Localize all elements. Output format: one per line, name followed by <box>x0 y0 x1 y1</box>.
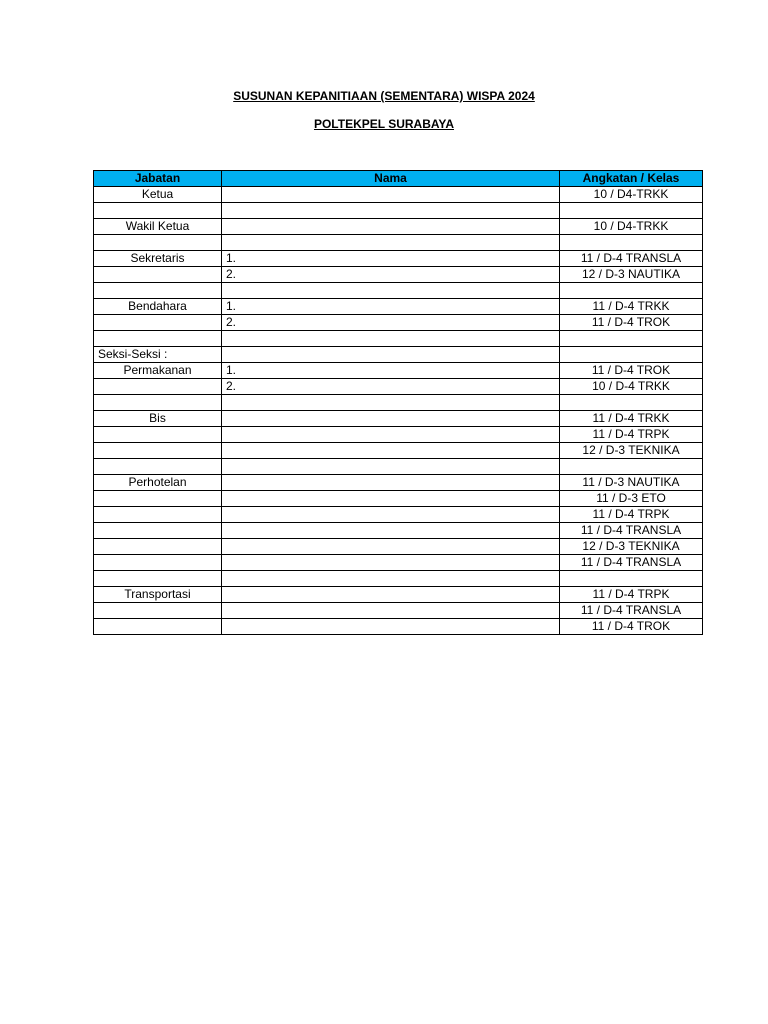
cell-angkatan <box>560 283 703 299</box>
cell-nama <box>222 219 560 235</box>
cell-angkatan <box>560 347 703 363</box>
cell-jabatan <box>94 459 222 475</box>
cell-jabatan: Bendahara <box>94 299 222 315</box>
cell-angkatan: 11 / D-4 TROK <box>560 619 703 635</box>
cell-jabatan <box>94 619 222 635</box>
table-row <box>94 251 703 267</box>
table-row <box>94 427 703 443</box>
cell-angkatan <box>560 459 703 475</box>
cell-angkatan: 11 / D-3 ETO <box>560 491 703 507</box>
table-row <box>94 603 703 619</box>
cell-jabatan <box>94 331 222 347</box>
cell-angkatan: 11 / D-4 TRANSLA <box>560 251 703 267</box>
cell-nama <box>222 459 560 475</box>
cell-angkatan: 11 / D-4 TRPK <box>560 587 703 603</box>
cell-angkatan: 11 / D-4 TRKK <box>560 411 703 427</box>
cell-angkatan: 12 / D-3 TEKNIKA <box>560 539 703 555</box>
cell-nama <box>222 203 560 219</box>
table-body <box>94 187 703 635</box>
cell-nama <box>222 475 560 491</box>
document-title: SUSUNAN KEPANITIAAN (SEMENTARA) WISPA 2024 <box>233 89 535 103</box>
cell-angkatan: 11 / D-4 TRANSLA <box>560 603 703 619</box>
cell-nama <box>222 491 560 507</box>
header-jabatan: Jabatan <box>94 171 222 187</box>
header-nama: Nama <box>222 171 560 187</box>
table-row <box>94 395 703 411</box>
table-row <box>94 539 703 555</box>
cell-nama <box>222 331 560 347</box>
table-row <box>94 475 703 491</box>
committee-table <box>93 170 703 635</box>
cell-nama <box>222 411 560 427</box>
cell-jabatan <box>94 427 222 443</box>
cell-jabatan <box>94 603 222 619</box>
table-row <box>94 411 703 427</box>
cell-jabatan <box>94 395 222 411</box>
table-row <box>94 331 703 347</box>
cell-nama <box>222 587 560 603</box>
cell-angkatan: 11 / D-4 TRANSLA <box>560 555 703 571</box>
cell-angkatan <box>560 331 703 347</box>
cell-jabatan: Permakanan <box>94 363 222 379</box>
cell-angkatan: 11 / D-4 TRPK <box>560 507 703 523</box>
cell-angkatan <box>560 203 703 219</box>
cell-nama <box>222 283 560 299</box>
cell-jabatan <box>94 283 222 299</box>
cell-angkatan: 12 / D-3 NAUTIKA <box>560 267 703 283</box>
cell-jabatan: Sekretaris <box>94 251 222 267</box>
table-row <box>94 491 703 507</box>
cell-jabatan <box>94 235 222 251</box>
cell-jabatan: Wakil Ketua <box>94 219 222 235</box>
cell-jabatan: Transportasi <box>94 587 222 603</box>
cell-jabatan <box>94 379 222 395</box>
cell-jabatan: Bis <box>94 411 222 427</box>
cell-nama <box>222 539 560 555</box>
table-row <box>94 459 703 475</box>
cell-nama: 1. <box>222 299 560 315</box>
cell-nama <box>222 235 560 251</box>
cell-jabatan <box>94 523 222 539</box>
cell-angkatan <box>560 395 703 411</box>
cell-angkatan: 11 / D-4 TRANSLA <box>560 523 703 539</box>
cell-nama: 2. <box>222 315 560 331</box>
cell-angkatan <box>560 235 703 251</box>
table-row <box>94 267 703 283</box>
cell-jabatan <box>94 555 222 571</box>
table-row <box>94 187 703 203</box>
cell-nama <box>222 507 560 523</box>
cell-jabatan <box>94 267 222 283</box>
header-angkatan: Angkatan / Kelas <box>560 171 703 187</box>
cell-nama <box>222 187 560 203</box>
table-row <box>94 219 703 235</box>
cell-angkatan: 10 / D4-TRKK <box>560 187 703 203</box>
cell-jabatan: Ketua <box>94 187 222 203</box>
table-row <box>94 363 703 379</box>
table-row <box>94 315 703 331</box>
cell-nama: 1. <box>222 363 560 379</box>
cell-jabatan: Seksi-Seksi : <box>94 347 222 363</box>
cell-jabatan: Perhotelan <box>94 475 222 491</box>
cell-angkatan: 11 / D-4 TRPK <box>560 427 703 443</box>
table-row <box>94 347 703 363</box>
header-row <box>94 171 703 187</box>
table-row <box>94 571 703 587</box>
table-row <box>94 507 703 523</box>
cell-angkatan: 11 / D-4 TROK <box>560 363 703 379</box>
cell-jabatan <box>94 315 222 331</box>
table-row <box>94 379 703 395</box>
table-row <box>94 235 703 251</box>
cell-nama <box>222 523 560 539</box>
cell-angkatan: 10 / D4-TRKK <box>560 219 703 235</box>
cell-angkatan: 10 / D-4 TRKK <box>560 379 703 395</box>
cell-jabatan <box>94 443 222 459</box>
cell-nama <box>222 443 560 459</box>
cell-nama <box>222 603 560 619</box>
cell-nama <box>222 427 560 443</box>
cell-angkatan: 11 / D-4 TRKK <box>560 299 703 315</box>
cell-jabatan <box>94 491 222 507</box>
cell-jabatan <box>94 539 222 555</box>
cell-nama <box>222 571 560 587</box>
table-row <box>94 523 703 539</box>
table-row <box>94 443 703 459</box>
cell-jabatan <box>94 507 222 523</box>
cell-jabatan <box>94 571 222 587</box>
document-subtitle: POLTEKPEL SURABAYA <box>313 117 455 131</box>
table-header <box>94 171 703 187</box>
cell-nama <box>222 395 560 411</box>
cell-angkatan: 12 / D-3 TEKNIKA <box>560 443 703 459</box>
table-row <box>94 619 703 635</box>
cell-nama <box>222 555 560 571</box>
cell-angkatan <box>560 571 703 587</box>
cell-nama: 2. <box>222 379 560 395</box>
table-row <box>94 299 703 315</box>
cell-nama <box>222 619 560 635</box>
cell-angkatan: 11 / D-4 TROK <box>560 315 703 331</box>
table-row <box>94 555 703 571</box>
cell-angkatan: 11 / D-3 NAUTIKA <box>560 475 703 491</box>
cell-nama <box>222 347 560 363</box>
table-row <box>94 283 703 299</box>
cell-jabatan <box>94 203 222 219</box>
table-row <box>94 203 703 219</box>
cell-nama: 2. <box>222 267 560 283</box>
table-row <box>94 587 703 603</box>
cell-nama: 1. <box>222 251 560 267</box>
